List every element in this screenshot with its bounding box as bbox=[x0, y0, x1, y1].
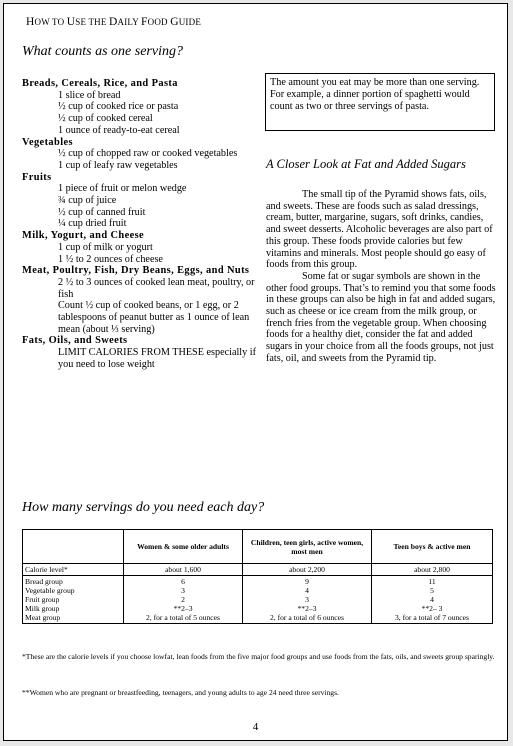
document-page bbox=[3, 3, 508, 741]
cell-line: 2, for a total of 6 ounces bbox=[269, 613, 345, 622]
table-header: Women & some older adults bbox=[124, 530, 243, 564]
cell-line: 4 bbox=[305, 586, 309, 595]
cell-line: **2–3 bbox=[173, 604, 193, 613]
cell-line: Fruit group bbox=[25, 595, 60, 604]
group-name: Milk, Yogurt, and Cheese bbox=[22, 230, 145, 242]
serving-item: 1 piece of fruit or melon wedge bbox=[58, 183, 187, 195]
fat-heading: A Closer Look at Fat and Added Sugars bbox=[266, 157, 466, 171]
serving-item: 2 ½ to 3 ounces of cooked lean meat, poultry, or fish bbox=[58, 276, 255, 300]
cell-line: 3 bbox=[181, 586, 185, 595]
paragraph: Some fat or sugar symbols are shown in the other food groups. That’s to remind you that some foods in these groups can also be high in fat and added sugars, such as cheese or ice cream from the milk group, or french fries from the vegetable group. When choosing foods for a healthy diet, consider the fat and added sugars in your choice from all the foods groups, not just fats, oil, and sweets from the Pyramid tip. bbox=[266, 270, 496, 364]
table-header bbox=[23, 530, 124, 564]
cell-line: 6 bbox=[181, 577, 185, 586]
group-name: Fats, Oils, and Sweets bbox=[22, 335, 128, 347]
cell-line: Meat group bbox=[25, 613, 61, 622]
cell-line: 2, for a total of 5 ounces bbox=[145, 613, 221, 622]
cell-line: Milk group bbox=[25, 604, 60, 613]
cell-line: **2– 3 bbox=[421, 604, 443, 613]
table-cell: Calorie level* bbox=[23, 564, 124, 576]
serving-item: ½ cup of chopped raw or cooked vegetables bbox=[58, 148, 238, 160]
table-row bbox=[23, 576, 493, 624]
table-cell: about 2,800 bbox=[372, 564, 493, 576]
table-row bbox=[23, 564, 493, 576]
serving-item: 1 cup of milk or yogurt bbox=[58, 241, 153, 253]
fat-body bbox=[266, 189, 498, 365]
cell-line: 3 bbox=[305, 595, 309, 604]
serving-item: ¼ cup dried fruit bbox=[58, 218, 127, 230]
table-cell: about 1,600 bbox=[124, 564, 243, 576]
paragraph: The small tip of the Pyramid shows fats, oils, and sweets. These are foods such as salad dressings, cream, butter, margarine, sugars, soft drinks, candies, and sweet desserts. Alcoholic beverages are also part of this group. These foods provide calories but few vitamins and minerals. Most people should go easy of foods from this group. bbox=[266, 189, 493, 271]
table-cell bbox=[243, 576, 372, 624]
table-cell: about 2,200 bbox=[243, 564, 372, 576]
serving-heading: What counts as one serving? bbox=[22, 44, 183, 59]
serving-list bbox=[22, 78, 262, 371]
serving-item: ¾ cup of juice bbox=[58, 195, 117, 207]
cell-line: Vegetable group bbox=[25, 586, 75, 595]
group-name: Meat, Poultry, Fish, Dry Beans, Eggs, and Nuts bbox=[22, 265, 250, 277]
serving-item: ½ cup of canned fruit bbox=[58, 206, 146, 218]
footnote-calories: *These are the calorie levels if you choose lowfat, lean foods from the five major food groups and use foods from the fats, oils, and sweets group sparingly. bbox=[22, 652, 495, 661]
servings-table bbox=[22, 529, 493, 624]
cell-line: **2–3 bbox=[297, 604, 317, 613]
table-cell bbox=[23, 576, 124, 624]
servings-heading: How many servings do you need each day? bbox=[22, 500, 265, 515]
group-name: Fruits bbox=[22, 171, 52, 183]
page-title: HOW TO USE THE DAILY FOOD GUIDE bbox=[26, 16, 202, 28]
group-name: Vegetables bbox=[22, 136, 73, 148]
page-number: 4 bbox=[252, 721, 259, 733]
serving-item: 1 ½ to 2 ounces of cheese bbox=[58, 253, 163, 265]
serving-item: Count ½ cup of cooked beans, or 1 egg, or 2 tablespoons of peanut butter as 1 ounce of lean mean (about ⅓ serving) bbox=[58, 300, 250, 335]
footnote-servings: **Women who are pregnant or breastfeeding, teenagers, and young adults to age 24 need three servings. bbox=[22, 688, 339, 697]
serving-item: ½ cup of cooked rice or pasta bbox=[58, 101, 179, 113]
serving-item: ½ cup of cooked cereal bbox=[58, 113, 153, 125]
cell-line: 4 bbox=[430, 595, 434, 604]
cell-line: Bread group bbox=[25, 577, 63, 586]
cell-line: 9 bbox=[305, 577, 309, 586]
cell-line: 11 bbox=[428, 577, 436, 586]
group-name: Breads, Cereals, Rice, and Pasta bbox=[22, 78, 178, 89]
serving-item: 1 slice of bread bbox=[58, 89, 121, 101]
table-header: Teen boys & active men bbox=[372, 530, 493, 564]
table-header: Children, teen girls, active women, most men bbox=[243, 530, 372, 564]
cell-line: 5 bbox=[430, 586, 434, 595]
table-cell bbox=[372, 576, 493, 624]
serving-item: 1 cup of leafy raw vegetables bbox=[58, 159, 178, 171]
cell-line: 2 bbox=[181, 595, 185, 604]
serving-item: LIMIT CALORIES FROM THESE especially if you need to lose weight bbox=[58, 347, 256, 370]
serving-item: 1 ounce of ready-to-eat cereal bbox=[58, 124, 180, 136]
table-cell bbox=[124, 576, 243, 624]
note-box: The amount you eat may be more than one serving. For example, a dinner portion of spaghetti would count as two or three servings of pasta. bbox=[265, 73, 495, 131]
cell-line: 3, for a total of 7 ounces bbox=[394, 613, 470, 622]
